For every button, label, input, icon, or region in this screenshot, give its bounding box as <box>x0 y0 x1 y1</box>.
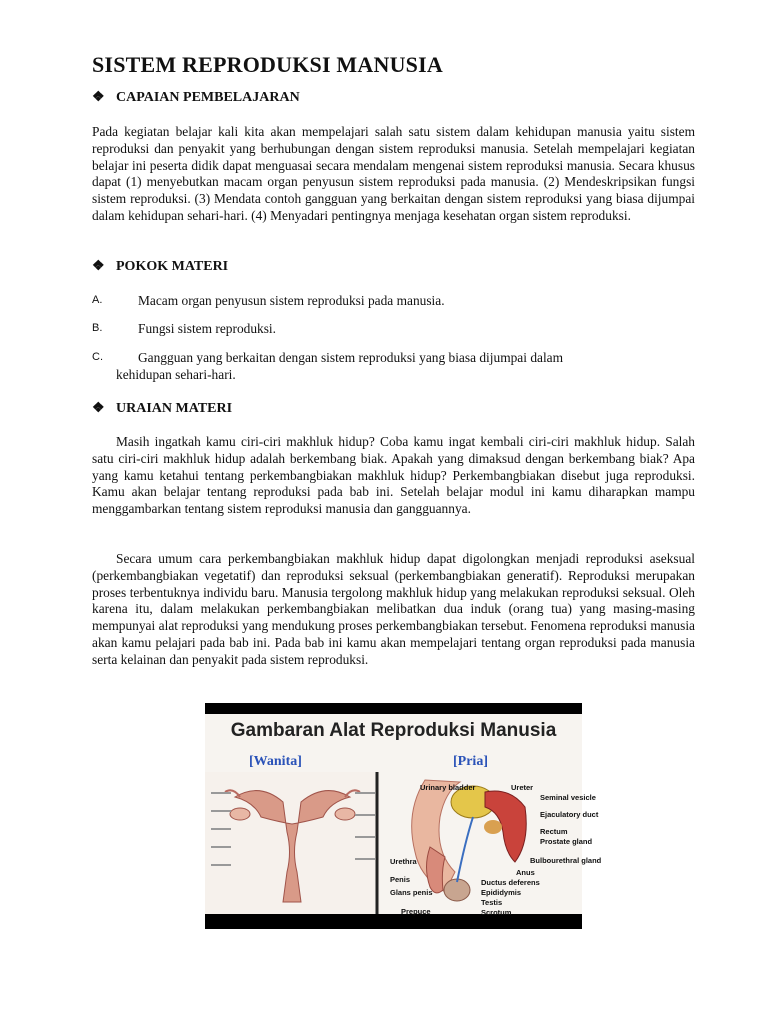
female-callout-line <box>211 792 231 794</box>
male-part-label: Urinary bladder <box>420 783 476 792</box>
male-part-label: Prostate gland <box>540 837 593 846</box>
list-marker: A. <box>92 294 103 306</box>
male-part-label: Rectum <box>540 827 568 836</box>
male-part-label: Bulbourethral gland <box>530 856 602 865</box>
diamond-bullet-icon: ❖ <box>92 90 105 105</box>
capaian-heading-text: CAPAIAN PEMBELAJARAN <box>116 90 300 105</box>
uraian-paragraph-1: Masih ingatkah kamu ciri-ciri makhluk hidup? Coba kamu ingat kembali ciri-ciri makhluk hidup. Salah satu ciri-ciri makhluk hidup adalah berkembang biak. Apakah yang dimaksud dengan berkembang biak? Apa yang kamu ketahui tentang perkembangbiakan makhluk hidup? Perkembangbiakan disebut juga reproduksi. Kamu akan belajar tentang reproduksi pada bab ini. Setelah belajar modul ini kamu diharapkan mampu menggambarkan tentang sistem reproduksi manusia dan gangguannya. <box>92 434 695 517</box>
pokok-heading-text: POKOK MATERI <box>116 259 229 274</box>
male-part-label: Scrotum <box>481 908 512 917</box>
reproductive-system-figure <box>205 703 602 929</box>
male-part-label: Ductus deferens <box>481 878 540 887</box>
male-part-label: Ejaculatory duct <box>540 810 599 819</box>
male-part-label: Penis <box>390 875 411 884</box>
list-item-text: Macam organ penyusun sistem reproduksi pada manusia. <box>138 293 445 308</box>
figure-image-area <box>205 714 602 917</box>
list-item <box>92 320 695 337</box>
female-anatomy-illustration <box>205 772 380 914</box>
male-part-label: Anus <box>516 868 535 877</box>
male-part-label: Glans penis <box>390 888 433 897</box>
list-item-continuation: kehidupan sehari-hari. <box>116 367 236 382</box>
figure-title: Gambaran Alat Reproduksi Manusia <box>230 720 557 741</box>
list-marker: B. <box>92 322 103 334</box>
list-marker: C. <box>92 351 103 363</box>
male-part-label: Prepuce <box>401 907 431 916</box>
female-callout-line <box>211 864 231 866</box>
female-callout-line <box>211 846 231 848</box>
male-part-label: Ureter <box>511 783 534 792</box>
female-callout-line <box>355 836 375 838</box>
male-part-label: Epididymis <box>481 888 522 897</box>
female-callout-line <box>355 814 375 816</box>
female-callout-line <box>355 858 375 860</box>
list-item <box>92 292 695 309</box>
section-heading-uraian <box>92 400 232 417</box>
list-item-text: Fungsi sistem reproduksi. <box>138 321 276 336</box>
list-item <box>92 349 695 383</box>
male-part-label: Testis <box>481 898 503 907</box>
male-part-label: Seminal vesicle <box>540 793 596 802</box>
male-label: [Pria] <box>453 754 488 769</box>
section-heading-pokok <box>92 258 228 275</box>
list-item-text: Gangguan yang berkaitan dengan sistem reproduksi yang biasa dijumpai dalam <box>138 350 564 365</box>
page-title: SISTEM REPRODUKSI MANUSIA <box>92 52 443 77</box>
capaian-paragraph: Pada kegiatan belajar kali kita akan mempelajari salah satu sistem dalam kehidupan manusia yaitu sistem reproduksi dan penyakit yang berhubungan dengan sistem reproduksi manusia. Setelah mempelajari kegiatan belajar ini peserta didik dapat menguasai secara mendalam mengenai sistem reproduksi manusia. Secara khusus dapat (1) menyebutkan macam organ penyusun sistem reproduksi pada manusia. (2) Mendeskripsikan fungsi sistem reproduksi. (3) Mendata contoh gangguan yang berkaitan dengan sistem reproduksi yang biasa dijumpai dalam kehidupan sehari-hari. (4) Menyadari pentingnya menjaga kesehatan organ sistem reproduksi. <box>92 124 695 223</box>
female-label: [Wanita] <box>249 754 302 769</box>
female-callout-line <box>355 792 375 794</box>
female-callout-line <box>211 810 231 812</box>
section-heading-capaian <box>92 89 300 106</box>
uraian-heading-text: URAIAN MATERI <box>116 401 233 416</box>
female-callout-line <box>211 828 231 830</box>
diamond-bullet-icon: ❖ <box>92 401 105 416</box>
uraian-paragraph-2: Secara umum cara perkembangbiakan makhluk hidup dapat digolongkan menjadi reproduksi aseksual (perkembangbiakan vegetatif) dan reproduksi seksual (perkembangbiakan generatif). Reproduksi merupakan proses terbentuknya individu baru. Manusia tergolong makhluk hidup yang melakukan reproduksi seksual. Oleh karena itu, dalam melakukan perkembangbiakan melibatkan dua induk (orang tua) yang masing-masing mempunyai alat reproduksi yang mendukung proses perkembangbiakan tersebut. Fenomena reproduksi manusia akan kamu pelajari pada bab ini. Pada bab ini kamu akan mempelajari tentang organ reproduksi pada manusia serta kelainan dan penyakit pada sistem reproduksi. <box>92 551 695 667</box>
diamond-bullet-icon: ❖ <box>92 259 105 274</box>
male-part-label: Urethra <box>390 857 417 866</box>
